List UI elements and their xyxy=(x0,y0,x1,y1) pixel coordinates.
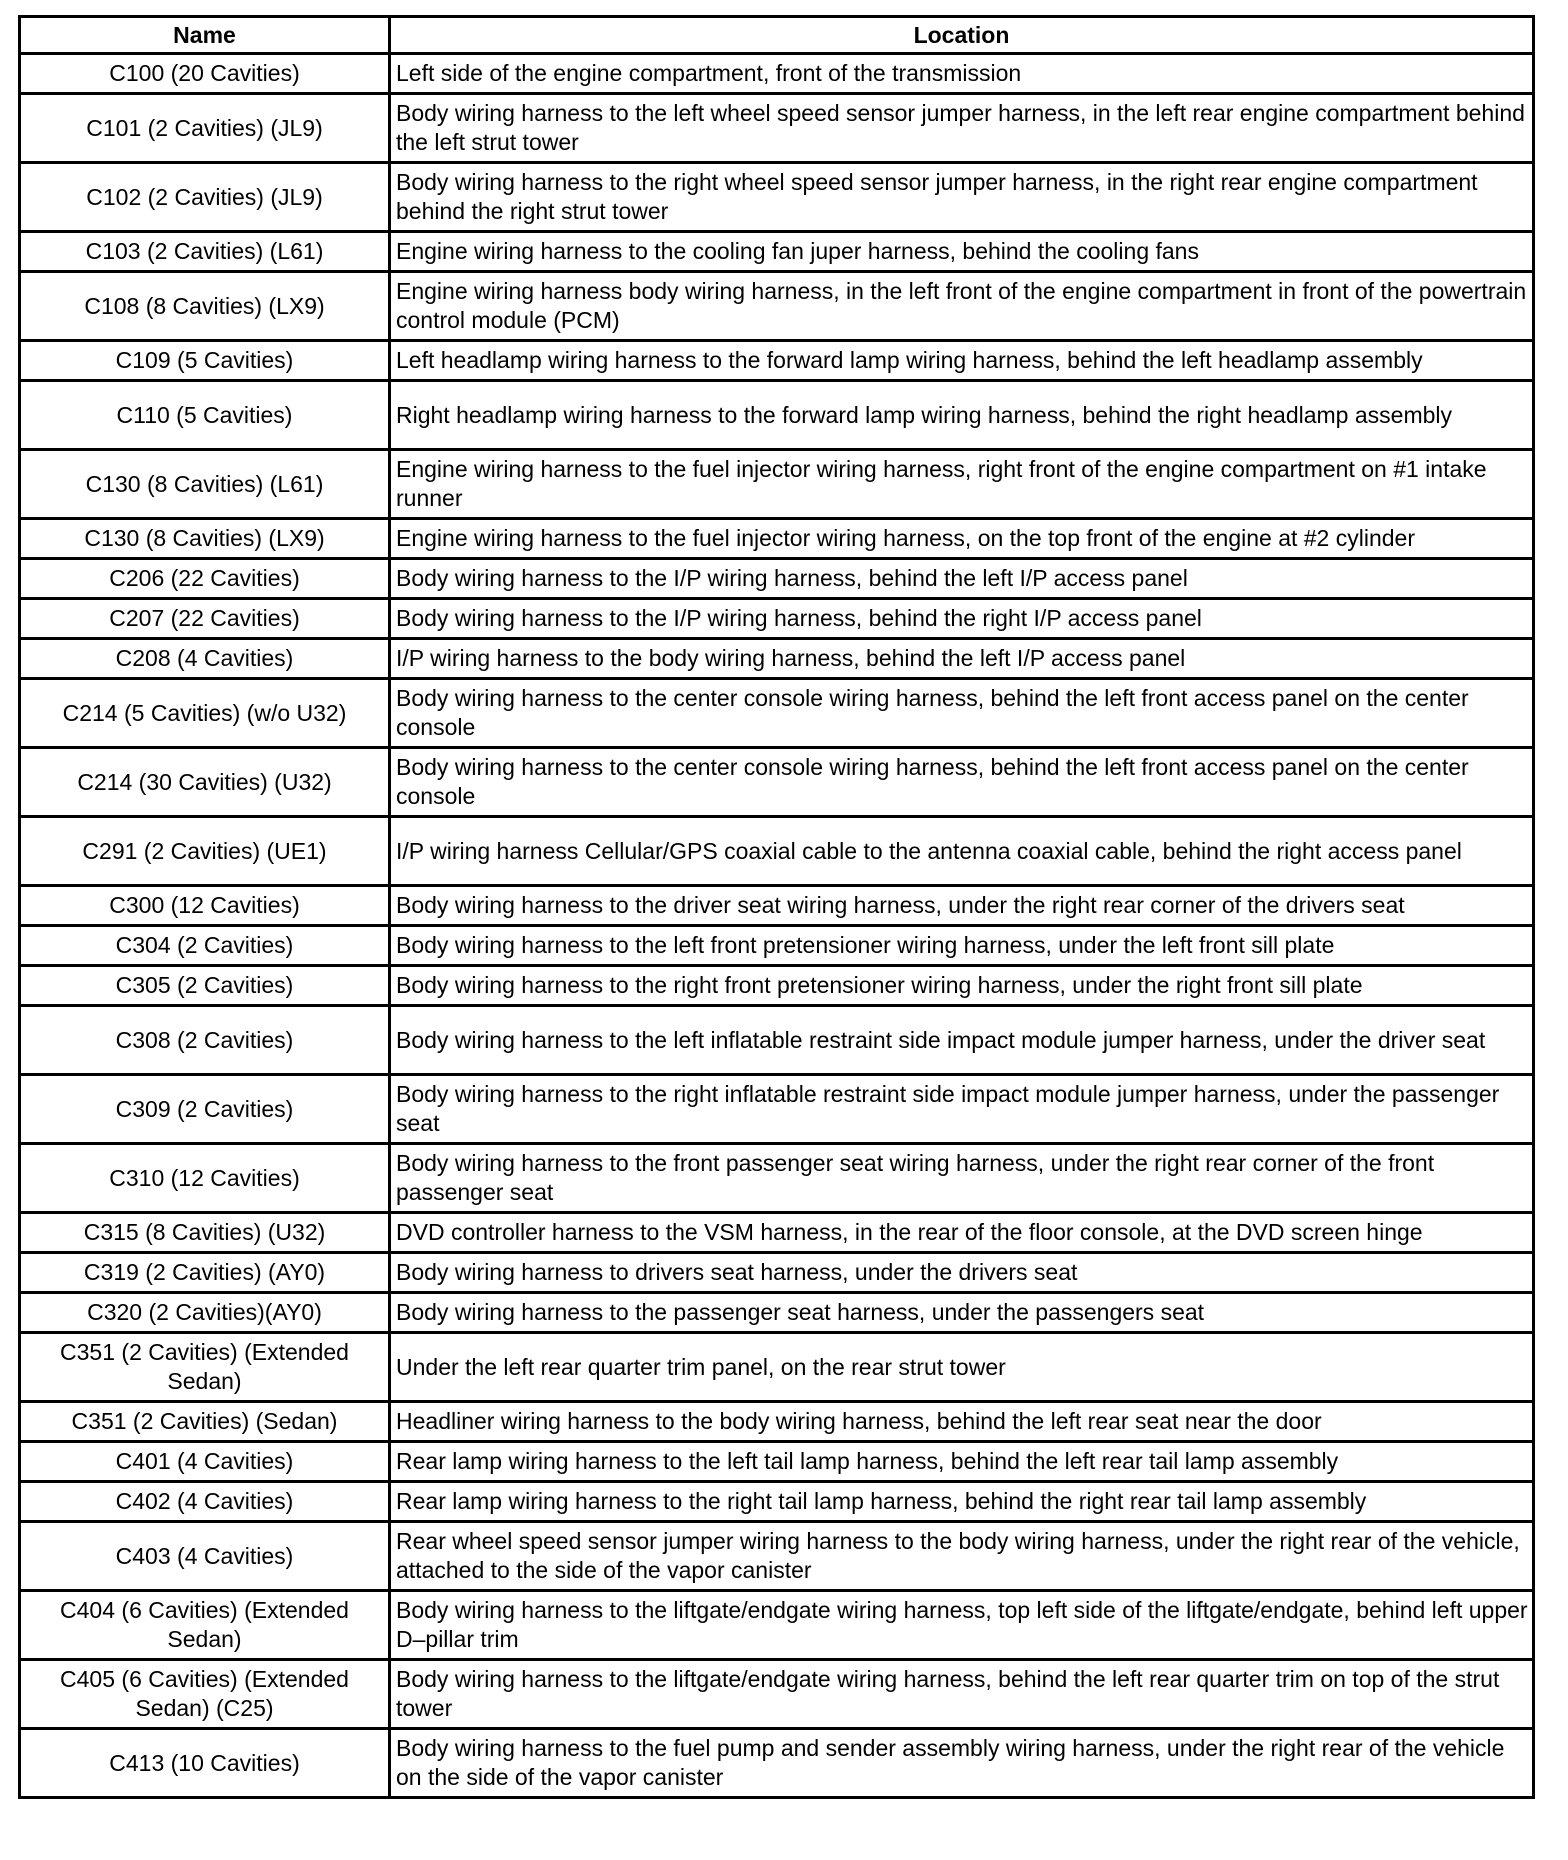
table-row xyxy=(20,1213,1534,1253)
table-row xyxy=(20,886,1534,926)
table-row xyxy=(20,559,1534,599)
connector-name-cell: C351 (2 Cavities) (Extended Sedan) xyxy=(20,1333,390,1402)
table-row xyxy=(20,966,1534,1006)
connector-name-cell: C309 (2 Cavities) xyxy=(20,1075,390,1144)
table-row xyxy=(20,1442,1534,1482)
connector-location-cell: Engine wiring harness to the fuel injector wiring harness, on the top front of the engine at #2 cylinder xyxy=(390,519,1534,559)
column-header-name: Name xyxy=(20,17,390,54)
connector-location-cell: Rear lamp wiring harness to the right tail lamp harness, behind the right rear tail lamp assembly xyxy=(390,1482,1534,1522)
connector-location-cell: Body wiring harness to the driver seat wiring harness, under the right rear corner of the drivers seat xyxy=(390,886,1534,926)
table-row xyxy=(20,54,1534,94)
connector-location-cell: Body wiring harness to the front passenger seat wiring harness, under the right rear corner of the front passenger seat xyxy=(390,1144,1534,1213)
connector-name-cell: C305 (2 Cavities) xyxy=(20,966,390,1006)
connector-name-cell: C319 (2 Cavities) (AY0) xyxy=(20,1253,390,1293)
table-row xyxy=(20,341,1534,381)
connector-name-cell: C130 (8 Cavities) (LX9) xyxy=(20,519,390,559)
connector-name-cell: C130 (8 Cavities) (L61) xyxy=(20,450,390,519)
connector-name-cell: C291 (2 Cavities) (UE1) xyxy=(20,817,390,886)
connector-name-cell: C100 (20 Cavities) xyxy=(20,54,390,94)
connector-name-cell: C404 (6 Cavities) (Extended Sedan) xyxy=(20,1591,390,1660)
connector-name-cell: C304 (2 Cavities) xyxy=(20,926,390,966)
table-row xyxy=(20,519,1534,559)
connector-name-cell: C101 (2 Cavities) (JL9) xyxy=(20,94,390,163)
table-row xyxy=(20,1591,1534,1660)
connector-location-cell: DVD controller harness to the VSM harness, in the rear of the floor console, at the DVD screen hinge xyxy=(390,1213,1534,1253)
connector-name-cell: C315 (8 Cavities) (U32) xyxy=(20,1213,390,1253)
table-row xyxy=(20,94,1534,163)
connector-location-cell: Headliner wiring harness to the body wiring harness, behind the left rear seat near the door xyxy=(390,1402,1534,1442)
connector-name-cell: C308 (2 Cavities) xyxy=(20,1006,390,1075)
connector-location-cell: Body wiring harness to the center console wiring harness, behind the left front access panel on the center console xyxy=(390,679,1534,748)
connector-name-cell: C403 (4 Cavities) xyxy=(20,1522,390,1591)
table-row xyxy=(20,1522,1534,1591)
connector-location-cell: Body wiring harness to the left inflatable restraint side impact module jumper harness, under the driver seat xyxy=(390,1006,1534,1075)
table-row xyxy=(20,1144,1534,1213)
connector-location-cell: Body wiring harness to the right wheel speed sensor jumper harness, in the right rear engine compartment behind the right strut tower xyxy=(390,163,1534,232)
connector-name-cell: C206 (22 Cavities) xyxy=(20,559,390,599)
table-row xyxy=(20,679,1534,748)
table-row xyxy=(20,1660,1534,1729)
connector-location-cell: Body wiring harness to the right inflatable restraint side impact module jumper harness, under the passenger seat xyxy=(390,1075,1534,1144)
connector-location-cell: Left headlamp wiring harness to the forward lamp wiring harness, behind the left headlamp assembly xyxy=(390,341,1534,381)
connector-name-cell: C102 (2 Cavities) (JL9) xyxy=(20,163,390,232)
connector-location-cell: I/P wiring harness to the body wiring harness, behind the left I/P access panel xyxy=(390,639,1534,679)
connector-name-cell: C351 (2 Cavities) (Sedan) xyxy=(20,1402,390,1442)
connector-location-cell: Engine wiring harness to the cooling fan juper harness, behind the cooling fans xyxy=(390,232,1534,272)
connector-location-cell: Body wiring harness to drivers seat harness, under the drivers seat xyxy=(390,1253,1534,1293)
table-row xyxy=(20,748,1534,817)
connector-name-cell: C110 (5 Cavities) xyxy=(20,381,390,450)
table-row xyxy=(20,1333,1534,1402)
table-row xyxy=(20,163,1534,232)
table-row xyxy=(20,272,1534,341)
table-row xyxy=(20,1482,1534,1522)
connector-name-cell: C109 (5 Cavities) xyxy=(20,341,390,381)
table-row xyxy=(20,1293,1534,1333)
connector-name-cell: C214 (30 Cavities) (U32) xyxy=(20,748,390,817)
table-row xyxy=(20,1006,1534,1075)
table-row xyxy=(20,639,1534,679)
table-row xyxy=(20,1402,1534,1442)
connector-location-cell: Rear wheel speed sensor jumper wiring harness to the body wiring harness, under the right rear of the vehicle, attached to the side of the vapor canister xyxy=(390,1522,1534,1591)
connector-name-cell: C402 (4 Cavities) xyxy=(20,1482,390,1522)
connector-name-cell: C207 (22 Cavities) xyxy=(20,599,390,639)
table-row xyxy=(20,817,1534,886)
connector-location-cell: Body wiring harness to the left front pretensioner wiring harness, under the left front sill plate xyxy=(390,926,1534,966)
connector-location-cell: Body wiring harness to the I/P wiring harness, behind the left I/P access panel xyxy=(390,559,1534,599)
connector-location-cell: Left side of the engine compartment, front of the transmission xyxy=(390,54,1534,94)
connector-location-cell: Body wiring harness to the passenger seat harness, under the passengers seat xyxy=(390,1293,1534,1333)
connector-name-cell: C103 (2 Cavities) (L61) xyxy=(20,232,390,272)
table-header-row xyxy=(20,17,1534,54)
table-row xyxy=(20,1729,1534,1798)
connector-location-cell: Under the left rear quarter trim panel, on the rear strut tower xyxy=(390,1333,1534,1402)
connector-location-cell: Body wiring harness to the fuel pump and sender assembly wiring harness, under the right rear of the vehicle on the side of the vapor canister xyxy=(390,1729,1534,1798)
table-row xyxy=(20,926,1534,966)
column-header-location: Location xyxy=(390,17,1534,54)
connector-name-cell: C413 (10 Cavities) xyxy=(20,1729,390,1798)
connector-location-cell: Body wiring harness to the liftgate/endgate wiring harness, behind the left rear quarter trim on top of the strut tower xyxy=(390,1660,1534,1729)
connector-location-cell: Body wiring harness to the right front pretensioner wiring harness, under the right front sill plate xyxy=(390,966,1534,1006)
connector-name-cell: C108 (8 Cavities) (LX9) xyxy=(20,272,390,341)
connector-name-cell: C401 (4 Cavities) xyxy=(20,1442,390,1482)
connector-location-cell: Right headlamp wiring harness to the forward lamp wiring harness, behind the right headlamp assembly xyxy=(390,381,1534,450)
connector-location-cell: Engine wiring harness to the fuel injector wiring harness, right front of the engine compartment on #1 intake runner xyxy=(390,450,1534,519)
table-row xyxy=(20,599,1534,639)
table-row xyxy=(20,381,1534,450)
connector-location-cell: Body wiring harness to the center console wiring harness, behind the left front access panel on the center console xyxy=(390,748,1534,817)
connector-location-cell: Body wiring harness to the left wheel speed sensor jumper harness, in the left rear engine compartment behind the left strut tower xyxy=(390,94,1534,163)
table-row xyxy=(20,450,1534,519)
connector-name-cell: C405 (6 Cavities) (Extended Sedan) (C25) xyxy=(20,1660,390,1729)
connector-location-table xyxy=(18,15,1535,1799)
table-row xyxy=(20,1075,1534,1144)
connector-location-cell: Rear lamp wiring harness to the left tail lamp harness, behind the left rear tail lamp assembly xyxy=(390,1442,1534,1482)
connector-location-cell: Body wiring harness to the I/P wiring harness, behind the right I/P access panel xyxy=(390,599,1534,639)
connector-name-cell: C214 (5 Cavities) (w/o U32) xyxy=(20,679,390,748)
connector-name-cell: C300 (12 Cavities) xyxy=(20,886,390,926)
connector-location-cell: I/P wiring harness Cellular/GPS coaxial cable to the antenna coaxial cable, behind the right access panel xyxy=(390,817,1534,886)
connector-name-cell: C208 (4 Cavities) xyxy=(20,639,390,679)
connector-location-cell: Engine wiring harness body wiring harness, in the left front of the engine compartment in front of the powertrain control module (PCM) xyxy=(390,272,1534,341)
connector-name-cell: C320 (2 Cavities)(AY0) xyxy=(20,1293,390,1333)
connector-name-cell: C310 (12 Cavities) xyxy=(20,1144,390,1213)
table-row xyxy=(20,232,1534,272)
table-row xyxy=(20,1253,1534,1293)
connector-location-cell: Body wiring harness to the liftgate/endgate wiring harness, top left side of the liftgate/endgate, behind left upper D–pillar trim xyxy=(390,1591,1534,1660)
